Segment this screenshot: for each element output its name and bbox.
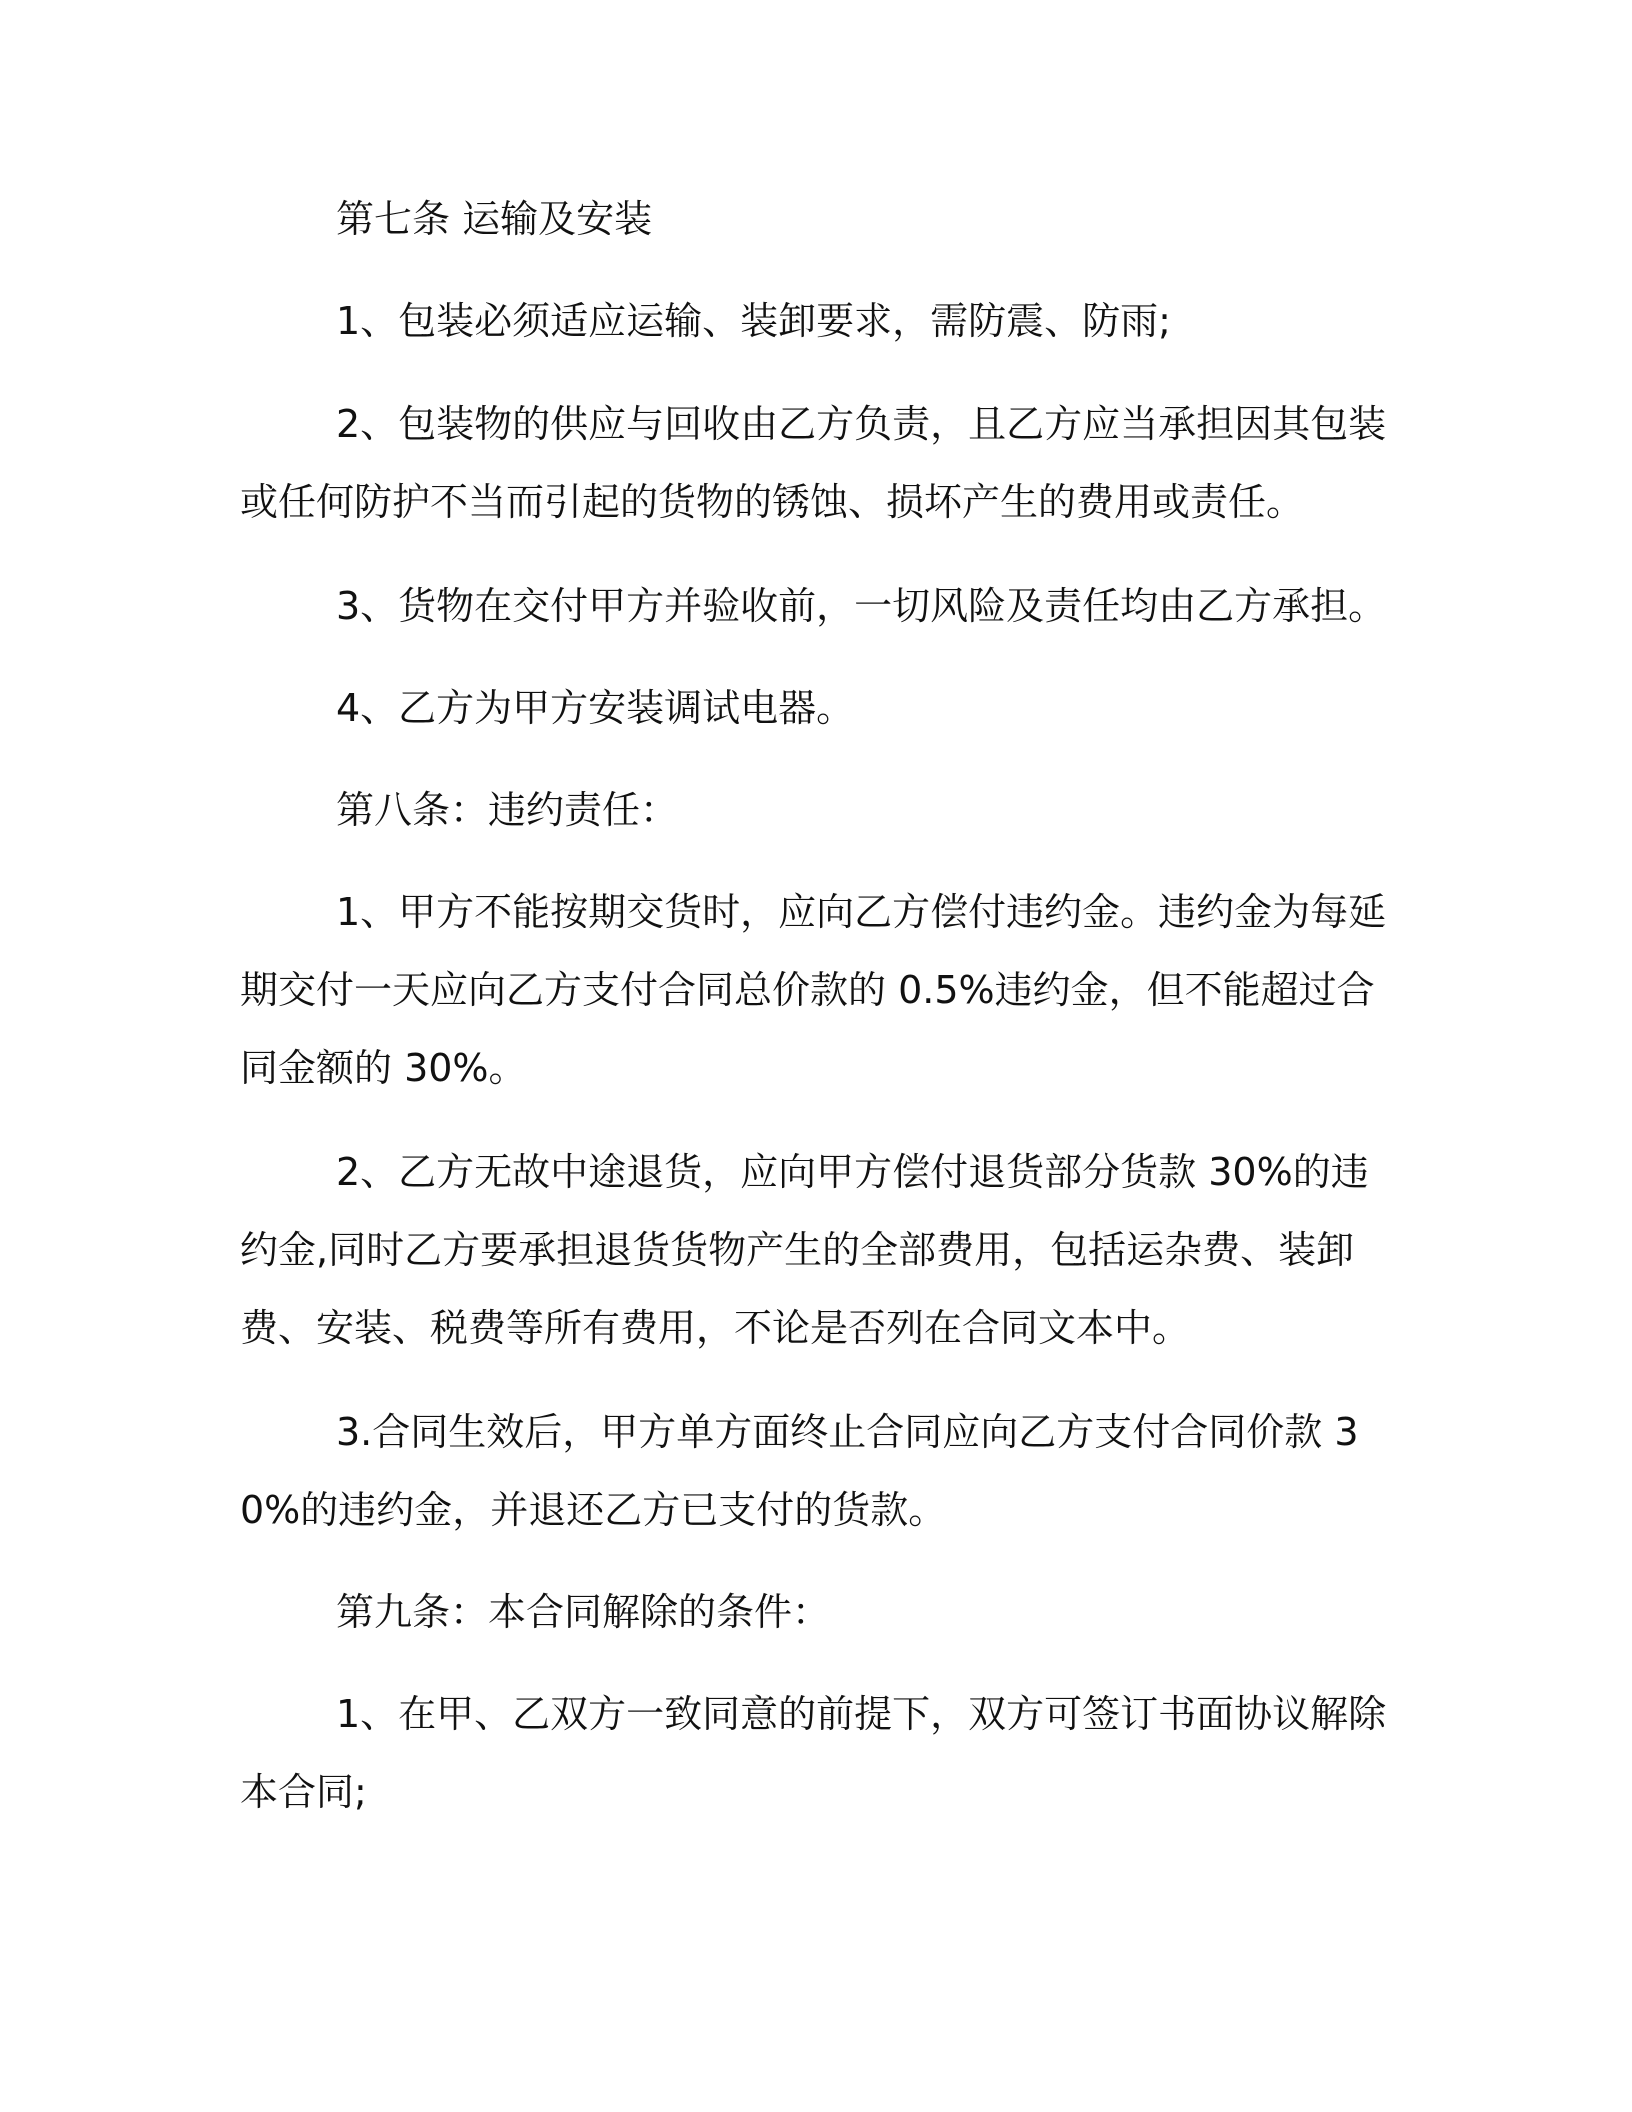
article-8-heading: 第八条：违约责任： xyxy=(336,788,679,832)
article-8-clause-2: 2、乙方无故中途退货，应向甲方偿付退货部分货款 30%的违约金,同时乙方要承担退货货物产生的全部费用，包括运杂费、装卸费、安装、税费等所有费用，不论是否列在合同文本中。 xyxy=(240,1150,1369,1350)
article-7-clause-1: 1、包装必须适应运输、装卸要求，需防震、防雨; xyxy=(336,299,1171,343)
article-8-clause-1: 1、甲方不能按期交货时，应向乙方偿付违约金。违约金为每延期交付一天应向乙方支付合同总价款的 0.5%违约金，但不能超过合同金额的 30%。 xyxy=(240,890,1387,1090)
article-8-clause-3: 3.合同生效后，甲方单方面终止合同应向乙方支付合同价款 30%的违约金，并退还乙方已支付的货款。 xyxy=(240,1410,1359,1532)
article-7-clause-2: 2、包装物的供应与回收由乙方负责，且乙方应当承担因其包装或任何防护不当而引起的货物的锈蚀、损坏产生的费用或责任。 xyxy=(240,402,1387,524)
article-7-heading: 第七条 运输及安装 xyxy=(336,197,653,241)
article-9-heading: 第九条：本合同解除的条件： xyxy=(336,1590,831,1634)
article-7-clause-3: 3、货物在交付甲方并验收前，一切风险及责任均由乙方承担。 xyxy=(336,584,1387,628)
article-7-clause-4: 4、乙方为甲方安装调试电器。 xyxy=(336,686,855,730)
article-9-clause-1: 1、在甲、乙双方一致同意的前提下，双方可签订书面协议解除本合同; xyxy=(240,1692,1387,1814)
